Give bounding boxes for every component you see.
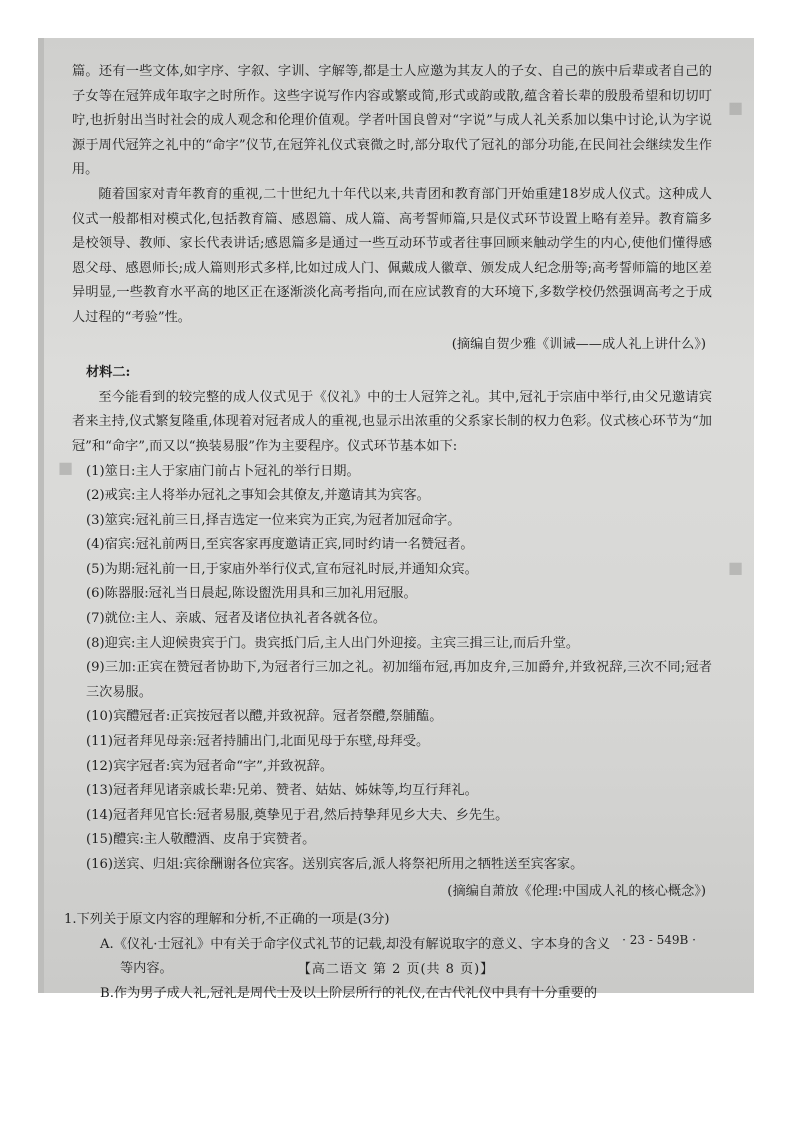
material-2-heading: 材料二: <box>86 365 131 381</box>
bleed-through-mark: ■ <box>728 98 746 117</box>
option-a: A.《仪礼·士冠礼》中有关于命字仪式礼节的记载,却没有解说取字的意义、字本身的含义 <box>100 936 611 952</box>
list-item: (9)三加:正宾在赞冠者协助下,为冠者行三加之礼。初加缁布冠,再加皮弁,三加爵弁,并致祝辞,三次不同;冠者三次易服。 <box>86 660 712 700</box>
list-item: (7)就位:主人、亲戚、冠者及诸位执礼者各就各位。 <box>86 611 387 627</box>
source-citation-2: (摘编自萧放《伦理:中国成人礼的核心概念》) <box>447 883 706 899</box>
page-footer: 【高二语文 第 2 页(共 8 页)】 <box>297 962 495 977</box>
photo-edge <box>38 38 44 993</box>
question-1: 1.下列关于原文内容的理解和分析,不正确的一项是(3分) <box>64 912 390 928</box>
list-item: (13)冠者拜见诸亲戚长辈:兄弟、赞者、姑姑、姊妹等,均互行拜礼。 <box>86 783 478 799</box>
list-item: (1)筮日:主人于家庙门前占卜冠礼的举行日期。 <box>86 463 360 479</box>
list-item: (10)宾醴冠者:正宾按冠者以醴,并致祝辞。冠者祭醴,祭脯醢。 <box>86 709 443 725</box>
source-citation-1: (摘编自贺少雅《训诫——成人礼上讲什么》) <box>451 336 706 352</box>
list-item: (12)宾字冠者:宾为冠者命“字”,并致祝辞。 <box>86 758 334 774</box>
paragraph-1: 篇。还有一些文体,如字序、字叙、字训、字解等,都是士人应邀为其友人的子女、自己的族中后辈或者自己的子女等在冠笄成年取字之时所作。这些字说写作内容或繁或简,形式或韵或散,蕴含着长辈的殷殷希望和切切叮咛,也折射出当时社会的成人观念和伦理价值观。学者叶国良曾对“字说”与成人礼关系加以集中讨论,认为字说源于周代冠笄之礼中的“命字”仪节,在冠笄礼仪式衰微之时,部分取代了冠礼的部分功能,在民间社会继续发生作用。 <box>72 64 712 178</box>
ritual-steps-list <box>86 460 712 878</box>
bleed-through-mark: ■ <box>58 458 76 477</box>
option-a-continued: 等内容。 <box>120 961 173 977</box>
list-item: (2)戒宾:主人将举办冠礼之事知会其僚友,并邀请其为宾客。 <box>86 488 430 504</box>
list-item: (3)筮宾:冠礼前三日,择吉选定一位来宾为正宾,为冠者加冠命字。 <box>86 512 461 528</box>
list-item: (14)冠者拜见官长:冠者易服,奠挚见于君,然后持挚拜见乡大夫、乡先生。 <box>86 807 509 823</box>
list-item: (16)送宾、归俎:宾徐酬谢各位宾客。送别宾客后,派人将祭祀所用之牺牲送至宾客家。 <box>86 857 584 872</box>
list-item: (15)醴宾:主人敬醴酒、皮帛于宾赞者。 <box>86 832 316 848</box>
list-item: (4)宿宾:冠礼前两日,至宾客家再度邀请正宾,同时约请一名赞冠者。 <box>86 537 474 553</box>
page-code: · 23 - 549B · <box>622 933 696 947</box>
option-b: B.作为男子成人礼,冠礼是周代士及以上阶层所行的礼仪,在古代礼仪中具有十分重要的 <box>100 985 598 1001</box>
page-content <box>64 60 712 1007</box>
list-item: (5)为期:冠礼前一日,于家庙外举行仪式,宣布冠礼时辰,并通知众宾。 <box>86 561 478 577</box>
list-item: (11)冠者拜见母亲:冠者持脯出门,北面见母于东壁,母拜受。 <box>86 734 430 750</box>
paragraph-2: 随着国家对青年教育的重视,二十世纪九十年代以来,共青团和教育部门开始重建18岁成人仪式。这种成人仪式一般都相对模式化,包括教育篇、感恩篇、成人篇、高考誓师篇,只是仪式环节设置上略有差异。教育篇多是校领导、教师、家长代表讲话;感恩篇多是通过一些互动环节或者往事回顾来触动学生的内心,使他们懂得感恩父母、感恩师长;成人篇则形式多样,比如过成人门、佩戴成人徽章、颁发成人纪念册等;高考誓师篇的地区差异明显,一些教育水平高的地区正在逐渐淡化高考指向,而在应试教育的大环境下,多数学校仍然强调高考之于成人过程的“考验”性。 <box>72 186 712 325</box>
bleed-through-mark: ■ <box>728 558 746 577</box>
list-item: (8)迎宾:主人迎候贵宾于门。贵宾抵门后,主人出门外迎接。主宾三揖三让,而后升堂。 <box>86 635 580 651</box>
paragraph-3: 至今能看到的较完整的成人仪式见于《仪礼》中的士人冠笄之礼。其中,冠礼于宗庙中举行,由父兄邀请宾者来主持,仪式繁复隆重,体现着对冠者成人的重视,也显示出浓重的父系家长制的权力色彩。仪式核心环节为“加冠”和“命字”,而又以“换装易服”作为主要程序。仪式环节基本如下: <box>72 389 712 454</box>
document-photo <box>38 38 754 1001</box>
list-item: (6)陈器服:冠礼当日晨起,陈设盥洗用具和三加礼用冠服。 <box>86 586 417 602</box>
